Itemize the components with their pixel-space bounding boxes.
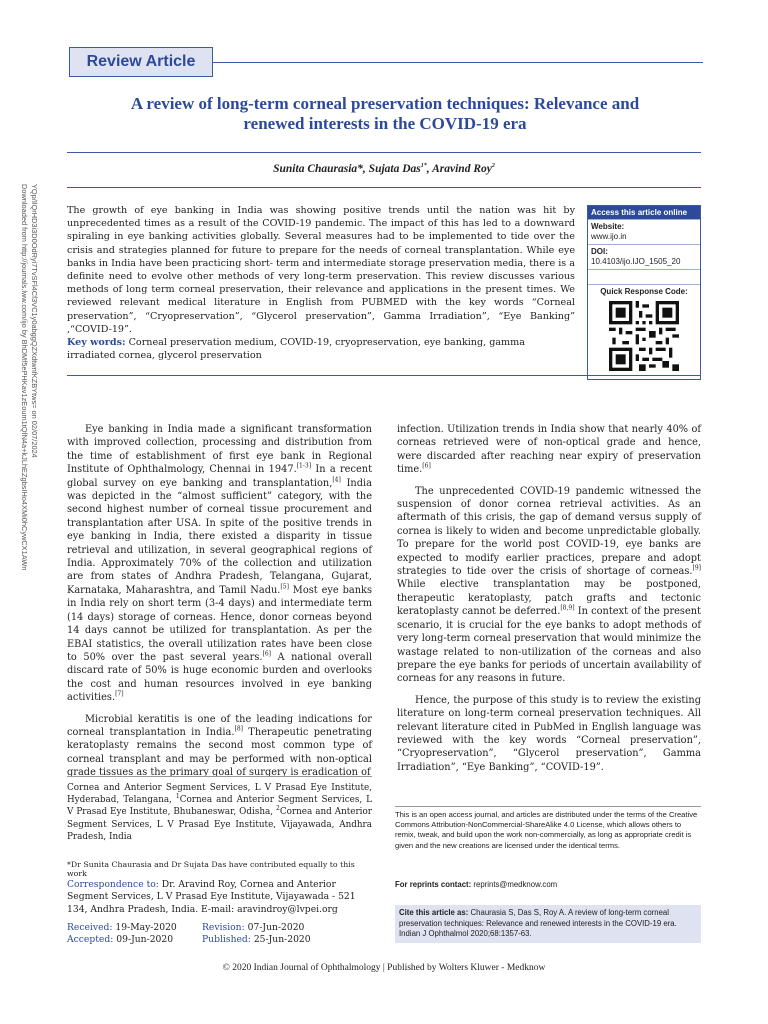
body-left-column (67, 423, 372, 788)
author-list (67, 163, 701, 175)
article-dates (67, 922, 372, 947)
keywords-text: Corneal preservation medium, COVID-19, cryopreservation, eye banking, gamma irradiated cornea, glycerol preservation (67, 337, 525, 362)
reprints-email[interactable]: reprints@medknow.com (471, 880, 558, 889)
revision-date: Revision: 07-Jun-2020 (202, 922, 305, 933)
doi-label: DOI: (591, 247, 608, 256)
abstract-divider (67, 375, 701, 376)
reprints-contact (395, 880, 701, 889)
cite-text: Chaurasia S, Das S, Roy A. A review of long-term corneal preservation techniques: Relevance and renewed interests in the COVID-19 era. Indian J Ophthalmol 2020;68:1357-63. (399, 908, 677, 939)
received-date: Received: 19-May-2020 (67, 922, 177, 933)
citation-ref[interactable]: [8,9] (560, 605, 575, 613)
author-affil-mark: 1* (420, 163, 427, 170)
author-names: Sunita Chaurasia*, Sujata Das (273, 163, 421, 175)
paragraph: Microbial keratitis is one of the leading indications for corneal transplantation in India.[8] Therapeutic penetrating keratoplasty remains the second most common type of corneal transplant and may be performed with non-optical grade tissues as the primary goal of surgery is eradication of (67, 713, 372, 779)
paragraph: Eye banking in India made a significant transformation with improved collection, processing and distribution from the time of establishment of first eye bank in Regional Institute of Ophthalmology, Chennai in 1947.[1-3] In a recent global survey on eye banking and transplantation,[4] India was depicted in the “almost sufficient” category, with the second highest number of corneal tissue procurement and transplantation after USA. In spite of the positive trends in eye banking in India, there existed a disparity in tissue retrieval and utilization, in several geographical regions of India. Approximately 70% of the collection and utilization are from states of Andhra Pradesh, Telangana, Gujarat, Karnataka, Maharashtra, and Tamil Nadu.[5] Most eye banks in India rely on short term (3-4 days) and intermediate term (14 days) storage of corneas. Hence, donor corneas beyond 14 days cannot be utilized for transplantation. As per the EBAI statistics, the overall utilization rates have been close to 50% over the past several years.[6] A national overall discard rate of 50% is huge economic burden and overlooks the cost and human resources involved in eye banking activities.[7] (67, 424, 373, 704)
authors-divider (67, 187, 701, 188)
citation-box (395, 905, 701, 943)
body-right-column (397, 423, 701, 782)
author-name-3: , Aravind Roy (426, 163, 492, 175)
citation-ref[interactable]: [7] (115, 690, 124, 698)
footnote-rule (67, 776, 372, 777)
qr-code-icon[interactable] (609, 301, 679, 371)
paragraph: Hence, the purpose of this study is to review the existing literature on long-term corneal preservation techniques. All relevant literature cited in PubMed in English language was reviewed with the key words “Corneal preservation”, “Cryopreservation”, “Glycerol preservation”, Gamma Irradiation”, “Eye Banking”, “COVID-19”. (397, 694, 701, 773)
affiliations: Cornea and Anterior Segment Services, L V Prasad Eye Institute, Hyderabad, Telangana, $^1$Cornea and Anterior Segment Services, L V Prasad Eye Institute, Bhubaneswar, Odisha, $^2$Cornea and Anterior Segment Services, L V Prasad Eye Institute, Vijayawada, Andhra Pradesh, India (67, 783, 372, 842)
article-title (80, 94, 690, 134)
access-article-box (587, 205, 701, 380)
watermark-line-1: Downloaded from http://journals.lww.com/ijo by BhDMf5ePHKav1zEoum1tQfN4a+kJLhEZgbsIHo4XMi0hCywCX1AWn (20, 184, 29, 571)
paragraph: infection. Utilization trends in India show that nearly 40% of corneas retrieved were of non-optical grade and hence, were discarded after reaching near expiry of preservation time.[6] (397, 424, 701, 476)
cite-label: Cite this article as: (399, 908, 469, 917)
doi-row (588, 244, 700, 269)
reprints-label: For reprints contact: (395, 880, 472, 889)
doi-link[interactable]: 10.4103/ijo.IJO_1505_20 (591, 257, 681, 266)
website-row (588, 219, 700, 244)
author-affil-mark: 2 (491, 163, 495, 170)
citation-ref[interactable]: [5] (280, 583, 289, 591)
article-type-badge: Review Article (69, 47, 213, 77)
page-footer: © 2020 Indian Journal of Ophthalmology | Published by Wolters Kluwer - Medknow (222, 963, 546, 973)
keywords-label: Key words: (67, 337, 126, 348)
citation-ref[interactable]: [6] (422, 462, 431, 470)
title-line-1: A review of long-term corneal preservation techniques: Relevance and (130, 94, 640, 113)
watermark-line-2: YQp/IlQrHD3i3D0OdRyi7TvSFl4Cf3VC1y0abggQZXdtwnfKZBYtws= on 02/07/2024 (30, 184, 39, 458)
keywords (67, 336, 575, 362)
title-line-2: renewed interests in the COVID-19 era (243, 114, 527, 133)
equal-contribution-note: *Dr Sunita Chaurasia and Dr Sujata Das have contributed equally to this work (67, 860, 355, 878)
citation-ref[interactable]: [1-3] (296, 462, 312, 470)
published-date: Published: 25-Jun-2020 (202, 934, 311, 946)
title-divider (67, 152, 701, 153)
qr-row (588, 284, 700, 379)
correspondence-label: Correspondence to: (67, 879, 159, 890)
download-watermark (8, 180, 48, 600)
citation-ref[interactable]: [8] (234, 725, 243, 733)
header-rule (213, 62, 703, 63)
website-label: Website: (591, 222, 625, 231)
license-text: This is an open access journal, and articles are distributed under the terms of the Creative Commons Attribution-NonCommercial-ShareAlike 4.0 License, which allows others to remix, tweak, and build upon the work non-commercially, as long as appropriate credit is given and the new creations are licensed under the identical terms. (395, 810, 698, 850)
qr-label: Quick Response Code: (600, 287, 688, 296)
abstract: The growth of eye banking in India was showing positive trends until the nation was hit by unprecedented times as a result of the COVID-19 pandemic. The impact of this has led to a downward spiraling in eye banking activities globally. Several measures had to be implemented to tide over the crisis and strategies planned for future to prepare for the needs of corneal transplantation. While eye banks in India have been practicing short- term and intermediate storage preservation media, there is a definite need to evolve other methods of very long-term preservation. This review discusses various methods of long term corneal preservation, their relevance and applications in the present times. We reviewed relevant medical literature in English from PUBMED with the key words “Corneal preservation”, “Cryopreservation”, “Glycerol preservation”, Gamma Irradiation”, “Eye Banking” ,“COVID-19”. (67, 205, 575, 335)
accepted-date: Accepted: 09-Jun-2020 (67, 934, 174, 946)
correspondence (67, 879, 372, 916)
citation-ref[interactable]: [4] (332, 476, 341, 484)
paragraph: The unprecedented COVID-19 pandemic witnessed the suspension of donor cornea retrieval activities. As an aftermath of this crisis, the gap of demand versus supply of cornea is likely to widen and become unpredictable globally. To prepare for the world post COVID-19, eye banks are expected to modify earlier practices, prepare and adopt strategies to tide over the crisis of shortage of corneas.[9] While elective transplantation may be postponed, therapeutic keratoplasty, patch grafts and tectonic keratoplasty cannot be deferred.[8,9] In context of the present scenario, it is crucial for the eye banks to adopt methods of very long-term corneal preservation that would minimize the wastage related to non-utilization of the corneas and also prepare the eye banks for periods of uncertain availability of corneas for any reasons in future. (397, 485, 701, 685)
license-rule (395, 806, 701, 807)
website-link[interactable]: www.ijo.in (591, 232, 627, 241)
access-header: Access this article online (588, 206, 700, 219)
spacer-row (588, 269, 700, 284)
citation-ref[interactable]: [6] (262, 650, 271, 658)
correspondence-text: Dr. Aravind Roy, Cornea and Anterior Segment Services, L V Prasad Eye Institute, Vijayawada - 521 134, Andhra Pradesh, India. E-mail: aravindroy@lvpei.org (67, 879, 356, 915)
citation-ref[interactable]: [9] (692, 564, 701, 572)
